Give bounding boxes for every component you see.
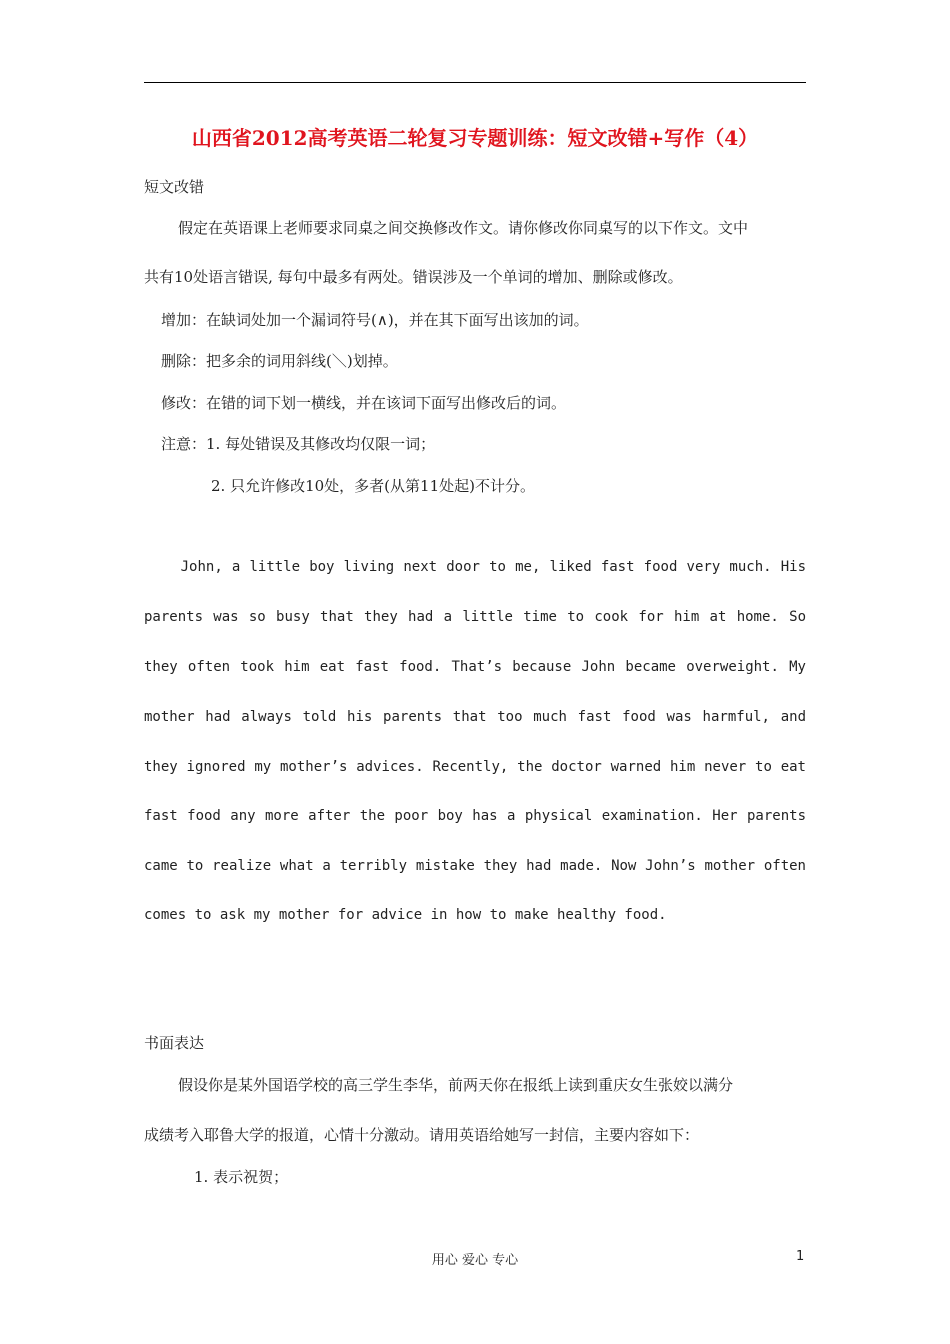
writing-instruction-line: 成绩考入耶鲁大学的报道，心情十分激动。请用英语给她写一封信，主要内容如下： [144, 1126, 700, 1144]
writing-instruction-line: 假设你是某外国语学校的高三学生李华，前两天你在报纸上读到重庆女生张姣以满分 [178, 1076, 734, 1094]
passage-line: came to realize what a terribly mistake they had made. Now John’s mother often [144, 858, 806, 874]
passage-line: comes to ask my mother for advice in how to make healthy food. [144, 907, 667, 923]
passage-line: parents was so busy that they had a little time to cook for him at home. So [144, 609, 806, 625]
rule-delete: 删除：把多余的词用斜线(＼)划掉。 [161, 352, 398, 370]
section-heading-writing: 书面表达 [144, 1034, 205, 1052]
rule-note-1: 注意：1. 每处错误及其修改均仅限一词； [161, 435, 436, 453]
rule-add: 增加：在缺词处加一个漏词符号(∧)，并在其下面写出该加的词。 [161, 311, 589, 329]
rule-note-2: 2. 只允许修改10处，多者(从第11处起)不计分。 [211, 477, 535, 495]
header-rule [144, 82, 806, 83]
passage-line: John, a little boy living next door to me, liked fast food very much. His [144, 559, 806, 575]
page-number: 1 [796, 1249, 805, 1264]
passage-line: fast food any more after the poor boy has a physical examination. Her parents [144, 808, 806, 824]
passage-line: mother had always told his parents that too much fast food was harmful, and [144, 709, 806, 725]
instruction-line: 共有10处语言错误, 每句中最多有两处。错误涉及一个单词的增加、删除或修改。 [144, 268, 683, 286]
passage-line: they ignored my mother’s advices. Recently, the doctor warned him never to eat [144, 759, 806, 775]
rule-modify: 修改：在错的词下划一横线，并在该词下面写出修改后的词。 [161, 394, 567, 412]
document-title: 山西省2012高考英语二轮复习专题训练：短文改错+写作（4） [191, 126, 759, 150]
footer-text: 用心 爱心 专心 [431, 1253, 519, 1268]
passage-line: they often took him eat fast food. That’s because John became overweight. My [144, 659, 806, 675]
instruction-line: 假定在英语课上老师要求同桌之间交换修改作文。请你修改你同桌写的以下作文。文中 [178, 219, 749, 237]
section-heading-proofreading: 短文改错 [144, 178, 205, 196]
writing-item-1: 1. 表示祝贺； [194, 1168, 289, 1186]
